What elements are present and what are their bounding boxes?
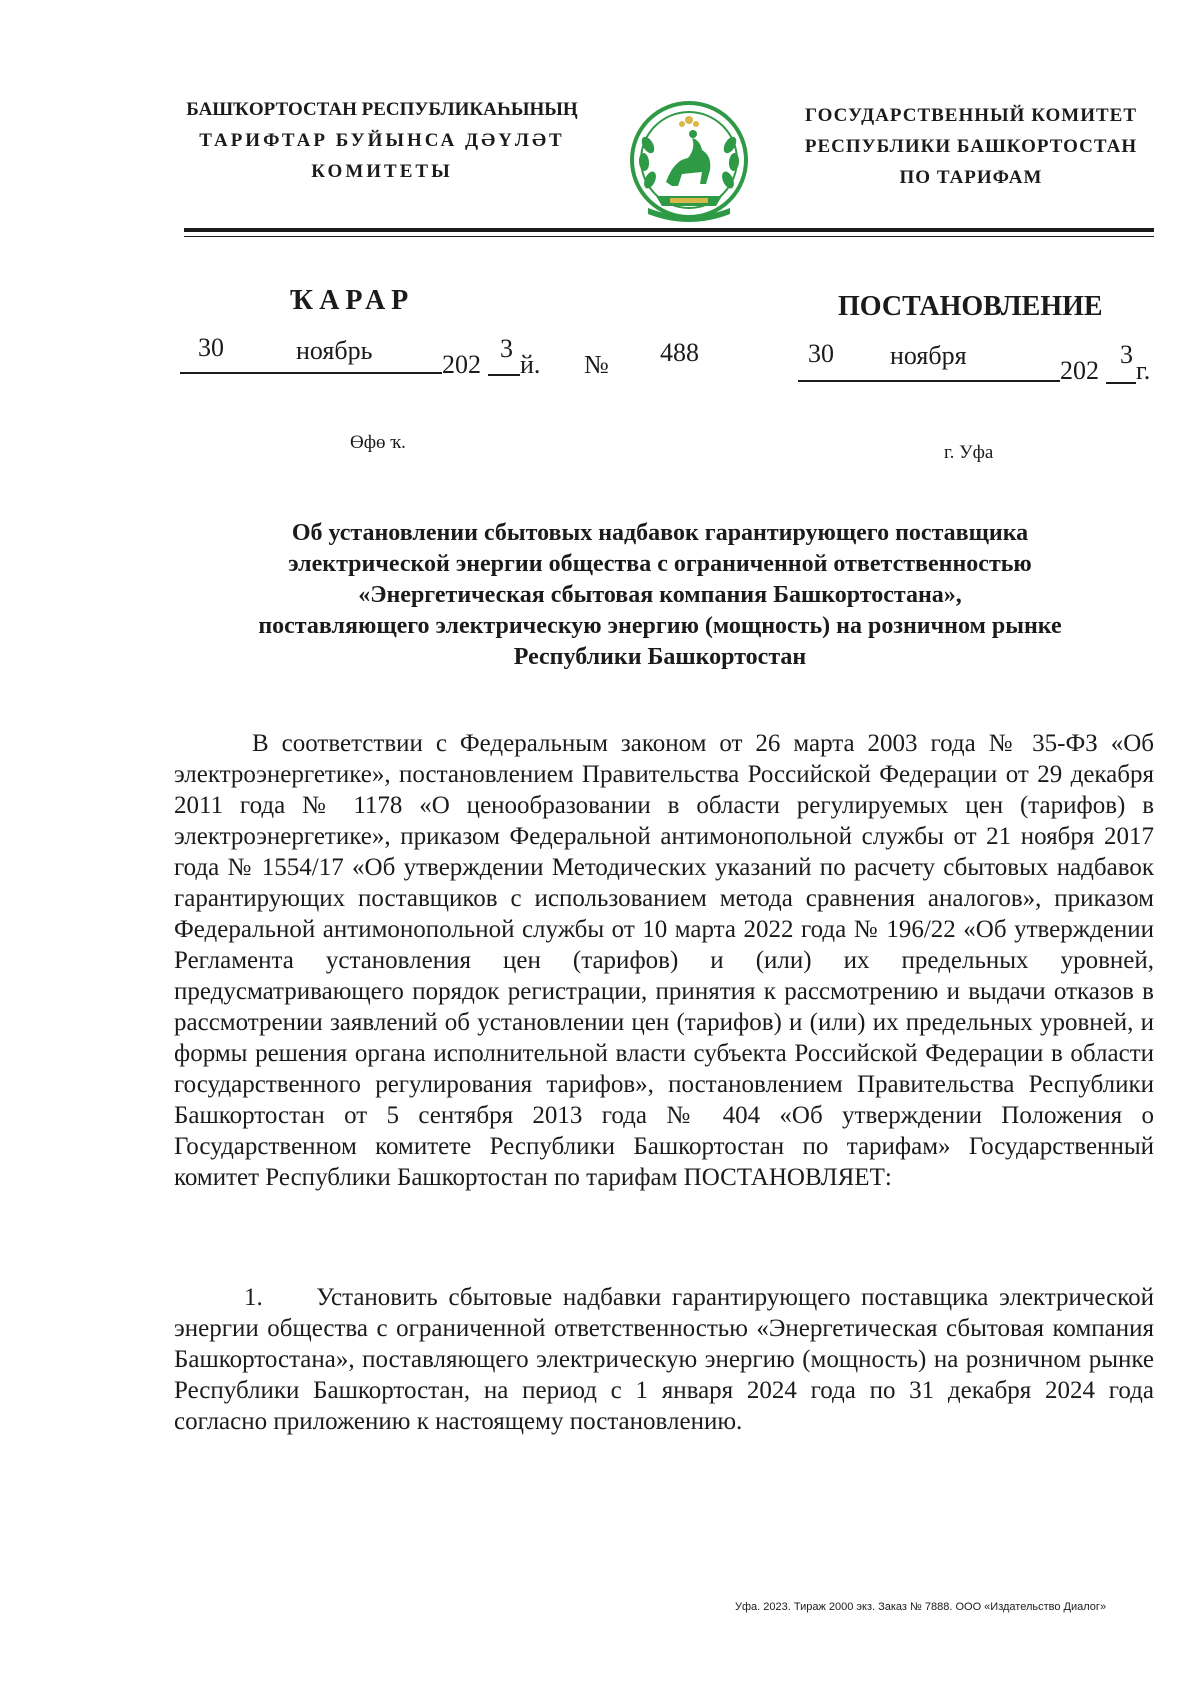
print-imprint: Уфа. 2023. Тираж 2000 экз. Заказ № 7888. ООО «Издательство Диалог»: [735, 1601, 1107, 1613]
header-divider-thick: [184, 228, 1154, 232]
document-title-line-5: Республики Башкортостан: [513, 644, 807, 670]
header-right-line-1: ГОСУДАРСТВЕННЫЙ КОМИТЕТ: [804, 105, 1138, 126]
right-year-underline: [1106, 382, 1136, 384]
decree-title-bashkir: ҠАРАР: [290, 285, 415, 316]
left-date-year-prefix: 202: [442, 350, 481, 379]
header-left-line-2: ТАРИФТАР БУЙЫНСА ДӘҮЛӘТ: [199, 130, 565, 151]
right-date-year-prefix: 202: [1060, 356, 1099, 385]
bashkortostan-coat-of-arms-icon: [626, 100, 752, 228]
left-date-underline: [180, 372, 442, 374]
right-date-year-digit: 3: [1120, 340, 1133, 369]
header-left-line-3: КОМИТЕТЫ: [311, 161, 453, 182]
document-title-line-2: электрической энергии общества с ограниченной ответственностью: [288, 551, 1032, 577]
left-date-year-suffix: й.: [520, 350, 541, 379]
header-divider-thin: [184, 236, 1154, 237]
right-date-year-suffix: г.: [1136, 356, 1151, 385]
decree-number: 488: [660, 338, 699, 367]
document-title-line-1: Об установлении сбытовых надбавок гарантирующего поставщика: [291, 520, 1029, 546]
header-right-line-3: ПО ТАРИФАМ: [899, 167, 1043, 188]
header-right-block: [778, 100, 1164, 193]
document-title: [180, 518, 1140, 673]
decree-title-russian: ПОСТАНОВЛЕНИЕ: [838, 291, 1103, 322]
right-date-day: 30: [808, 339, 834, 368]
right-date-month: ноября: [890, 341, 967, 370]
place-bashkir: Өфө ҡ.: [350, 432, 406, 453]
item-number: 1.: [244, 1284, 263, 1311]
right-date-underline: [798, 380, 1060, 382]
left-date-day: 30: [198, 333, 224, 362]
document-title-line-4: поставляющего электрическую энергию (мощность) на розничном рынке: [258, 613, 1062, 639]
document-title-line-3: «Энергетическая сбытовая компания Башкортостана»,: [358, 582, 962, 608]
left-year-underline: [488, 374, 520, 376]
place-russian: г. Уфа: [944, 442, 994, 463]
header-left-block: [172, 94, 592, 187]
header-left-line-1: БАШҠОРТОСТАН РЕСПУБЛИКАҺЫНЫҢ: [186, 99, 578, 120]
preamble-paragraph: В соответствии с Федеральным законом от 26 марта 2003 года № 35-ФЗ «Об электроэнергетике», постановлением Правительства Российской Федерации от 29 декабря 2011 года № 1178 «О ценообразовании в области регулируемых цен (тарифов) в электроэнергетике», приказом Федеральной антимонопольной службы от 21 ноября 2017 года № 1554/17 «Об утверждении Методических указаний по расчету сбытовых надбавок гарантирующих поставщиков с использованием метода сравнения аналогов», приказом Федеральной антимонопольной службы от 10 марта 2022 года № 196/22 «Об утверждении Регламента установления цен (тарифов) и (или) их предельных уровней, предусматривающего порядок регистрации, принятия к рассмотрению и выдачи отказов в рассмотрении заявлений об установлении цен (тарифов) и (или) их предельных уровней, и формы решения органа исполнительной власти субъекта Российской Федерации в области государственного регулирования тарифов», постановлением Правительства Республики Башкортостан от 5 сентября 2013 года № 404 «Об утверждении Положения о Государственном комитете Республики Башкортостан по тарифам» Государственный комитет Республики Башкортостан по тарифам ПОСТАНОВЛЯЕТ:: [174, 730, 1154, 1191]
item-text: Установить сбытовые надбавки гарантирующего поставщика электрической энергии общества с ограниченной ответственностью «Энергетическая сбытовая компания Башкортостана», поставляющего электрическую энергию (мощность) на розничном рынке Республики Башкортостан, на период с 1 января 2024 года по 31 декабря 2024 года согласно приложению к настоящему постановлению.: [174, 1284, 1154, 1435]
left-date-year-digit: 3: [500, 334, 513, 363]
resolution-item-1: [174, 1282, 1154, 1437]
decree-number-sign: №: [584, 350, 609, 379]
left-date-month: ноябрь: [296, 336, 373, 365]
header-right-line-2: РЕСПУБЛИКИ БАШКОРТОСТАН: [804, 136, 1138, 157]
